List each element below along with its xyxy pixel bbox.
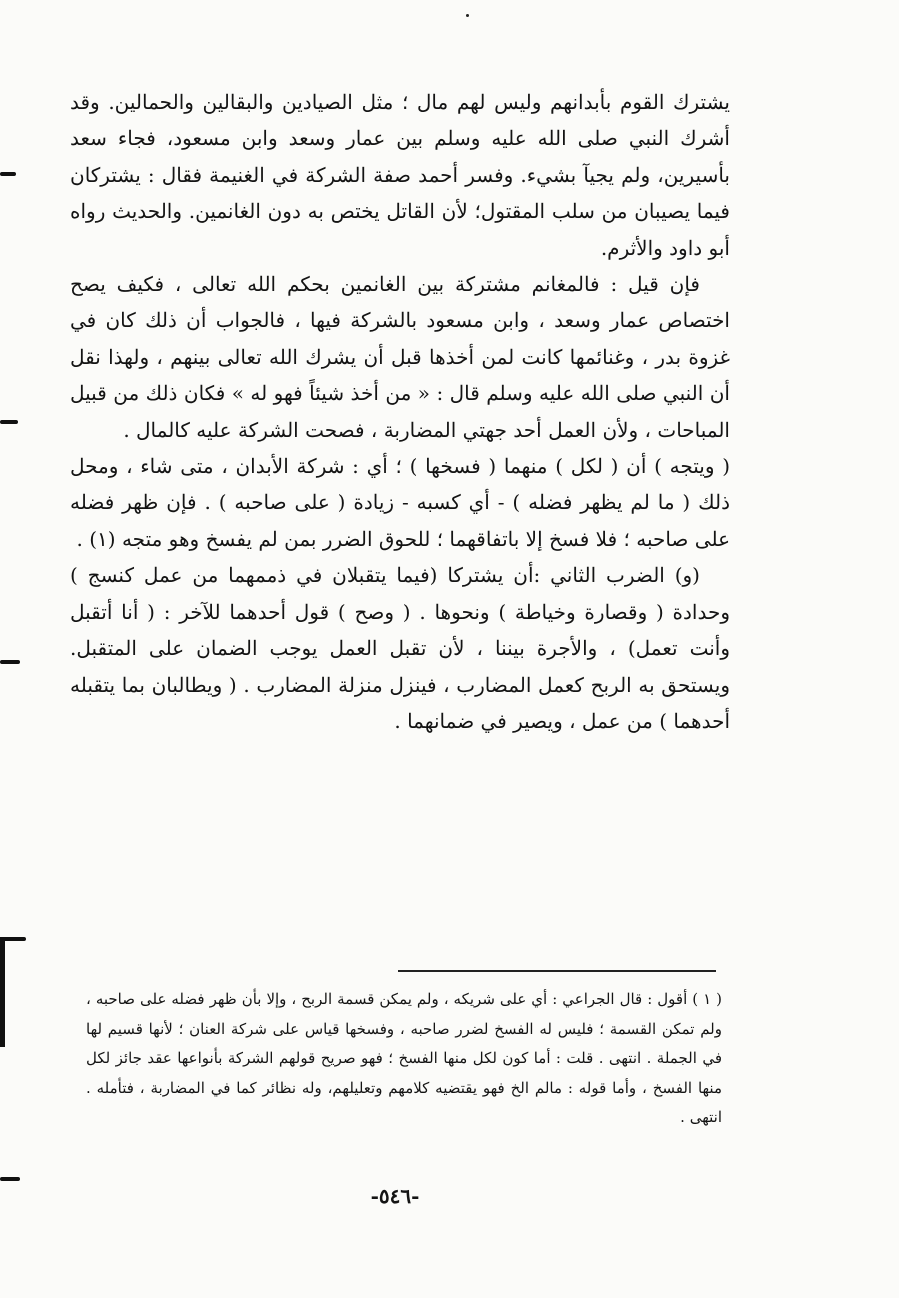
footnotes [86,985,722,1133]
binding-mark [0,660,20,664]
binding-mark [0,420,18,424]
binding-mark [0,1177,20,1181]
footnote-1: ( ١ ) أقول : قال الجراعي : أي على شريكه ، ولم يمكن قسمة الربح ، وإلا بأن ظهر فضله على صاحبه ، ولم تمكن القسمة ؛ فليس له الفسخ لضرر صاحبه ، وفسخها قياس على شركة العنان ؛ لأنها قسيم لها في الجملة . انتهى . قلت : أما كون لكل منها الفسخ ؛ فهو صريح قولهم الشركة بأنواعها عقد جائز لكل منها الفسخ ، وأما قوله : مالم الخ فهو يقتضيه كلامهم وتعليلهم، وله نظائر كما في المضاربة ، فتأمله . انتهى . [86,990,722,1126]
top-ink-dot [466,14,469,17]
paragraph-objection-and-answer: فإن قيل : فالمغانم مشتركة بين الغانمين بحكم الله تعالى ، فكيف يصح اختصاص عمار وسعد ، وابن مسعود بالشركة فيها ، فالجواب أن ذلك كان في غزوة بدر ، وغنائمها كانت لمن أخذها قبل أن يشرك الله تعالى بينهم ، ولهذا نقل أن النبي صلى الله عليه وسلم قال : « من أخذ شيئاً فهو له » فكان ذلك من قبيل المباحات ، ولأن العمل أحد جهتي المضاربة ، فصحت الشركة عليه كالمال . [70,272,730,442]
main-text [70,84,730,739]
page-number: -٥٤٦- [370,1184,420,1208]
paragraph-shirkat-abdan-intro: يشترك القوم بأبدانهم وليس لهم مال ؛ مثل الصيادين والبقالين والحمالين. وقد أشرك النبي صلى الله عليه وسلم بين عمار وسعد وابن مسعود، فجاء سعد بأسيرين، ولم يجيآ بشيء. وفسر أحمد صفة الشركة في الغنيمة فقال : يشتركان فيما يصيبان من سلب المقتول؛ لأن القاتل يختص به دون الغانمين. والحديث رواه أبو داود والأثرم. [70,90,730,260]
paragraph-yattajih-faskh: ( ويتجه ) أن ( لكل ) منهما ( فسخها ) ؛ أي : شركة الأبدان ، متى شاء ، ومحل ذلك ( ما لم يظهر فضله ) - أي كسبه - زيادة ( على صاحبه ) . فإن ظهر فضله على صاحبه ؛ فلا فسخ إلا باتفاقهما ؛ للحوق الضرر بمن لم يفسخ وهو متجه (١) . [70,454,730,551]
footnote-separator [398,970,716,972]
binding-mark [0,172,16,176]
binding-bar [0,937,5,1047]
paragraph-second-type: (و) الضرب الثاني :أن يشتركا (فيما يتقبلان في ذممهما من عمل كنسج ) وحدادة ( وقصارة وخياطة ) ونحوها . ( وصح ) قول أحدهما للآخر : ( أنا أتقبل وأنت تعمل) ، والأجرة بيننا ، لأن تقبل العمل يوجب الضمان على المتقبل. ويستحق به الربح كعمل المضارب ، فينزل منزلة المضارب . ( ويطالبان بما يتقبله أحدهما ) من عمل ، ويصير في ضمانهما . [70,563,730,733]
